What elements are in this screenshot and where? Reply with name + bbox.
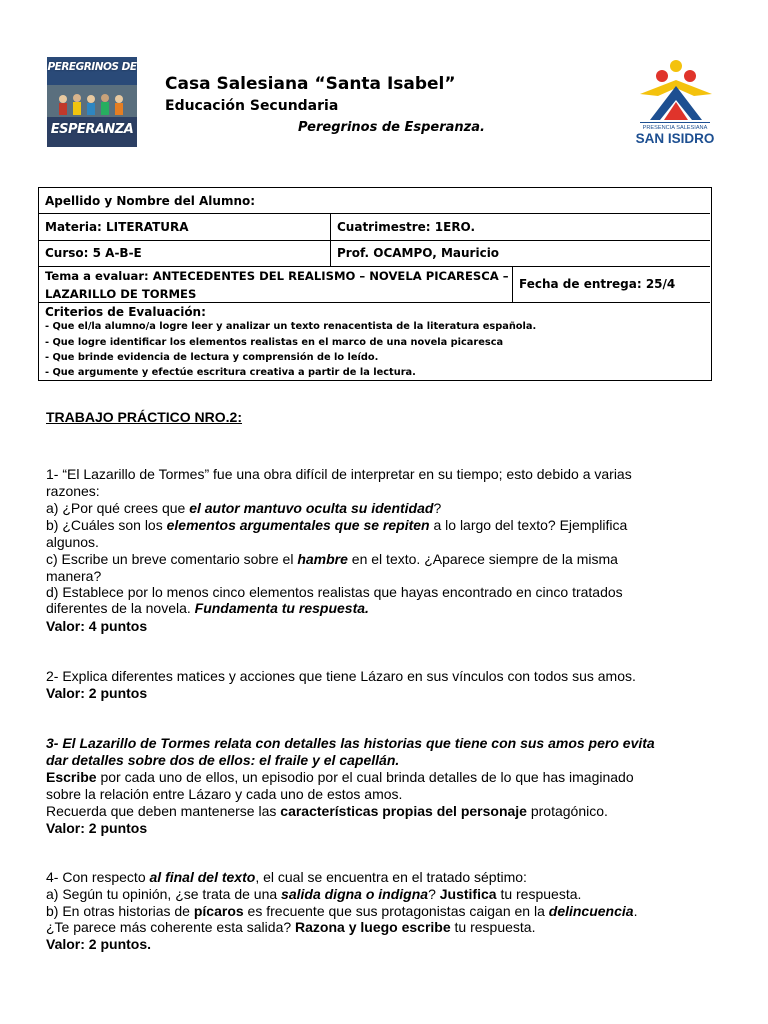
- q3-line-2: dar detalles sobre dos de ellos: el fraile y el capellán.: [46, 752, 400, 768]
- criteria-item: - Que argumente y efectúe escritura creativa a partir de la lectura.: [45, 367, 416, 378]
- q1-item-b: b) ¿Cuáles son los elementos argumentales que se repiten a lo largo del texto? Ejemplifica: [46, 517, 628, 533]
- term-field: Cuatrimestre: 1ERO.: [337, 220, 476, 234]
- q4-item-c: ¿Te parece más coherente esta salida? Razona y luego escribe tu respuesta.: [46, 919, 536, 935]
- q3-line-4: sobre la relación entre Lázaro y cada uno de estos amos.: [46, 786, 403, 802]
- q3-line-3: Escribe por cada uno de ellos, un episodio por el cual brinda detalles de lo que has imaginado: [46, 769, 634, 785]
- q3-line-5: Recuerda que deben mantenerse las características propias del personaje protagónico.: [46, 803, 608, 819]
- q4-line-1: 4- Con respecto al final del texto, el cual se encuentra en el tratado séptimo:: [46, 869, 527, 885]
- q1-intro-line-2: razones:: [46, 483, 100, 499]
- logo-text-top: PEREGRINOS DE: [47, 61, 137, 73]
- q3-line-1: 3- El Lazarillo de Tormes relata con detalles las historias que tiene con sus amos pero evita: [46, 735, 655, 751]
- motto: Peregrinos de Esperanza.: [298, 120, 485, 135]
- q1-value: Valor: 4 puntos: [46, 618, 148, 634]
- q2-text: 2- Explica diferentes matices y acciones que tiene Lázaro en sus vínculos con todos sus amos.: [46, 668, 636, 684]
- san-isidro-logo: [636, 58, 714, 150]
- course-field: Curso: 5 A-B-E: [45, 246, 142, 260]
- logo-small-text: PRESENCIA SALESIANA: [642, 125, 708, 131]
- teacher-field: Prof. OCAMPO, Mauricio: [337, 246, 500, 260]
- logo-name-text: SAN ISIDRO: [636, 131, 714, 146]
- table-divider: [512, 266, 513, 302]
- assignment-title: TRABAJO PRÁCTICO NRO.2:: [46, 409, 243, 425]
- criteria-title: Criterios de Evaluación:: [45, 305, 206, 319]
- education-level: Educación Secundaria: [165, 98, 339, 114]
- q1-intro-line-1: 1- “El Lazarillo de Tormes” fue una obra difícil de interpretar en su tiempo; esto debido a varias: [46, 466, 632, 482]
- q1-item-a: a) ¿Por qué crees que el autor mantuvo oculta su identidad?: [46, 500, 442, 516]
- table-divider: [39, 213, 710, 214]
- pilgrims-illustration: [55, 91, 129, 115]
- q4-value: Valor: 2 puntos.: [46, 936, 152, 952]
- table-divider: [39, 302, 710, 303]
- q2-value: Valor: 2 puntos: [46, 685, 148, 701]
- criteria-item: - Que brinde evidencia de lectura y comprensión de lo leído.: [45, 352, 379, 363]
- student-name-label: Apellido y Nombre del Alumno:: [45, 194, 256, 208]
- table-divider: [330, 213, 331, 266]
- q3-value: Valor: 2 puntos: [46, 820, 148, 836]
- q4-item-a: a) Según tu opinión, ¿se trata de una salida digna o indigna? Justifica tu respuesta.: [46, 886, 582, 902]
- q1-item-b-cont: algunos.: [46, 534, 99, 550]
- topic-line-1: Tema a evaluar: ANTECEDENTES DEL REALISMO – NOVELA PICARESCA –: [45, 269, 509, 283]
- q1-item-c-cont: manera?: [46, 568, 102, 584]
- q4-item-b: b) En otras historias de pícaros es frecuente que sus protagonistas caigan en la delincuencia.: [46, 903, 638, 919]
- topic-line-2: LAZARILLO DE TORMES: [45, 287, 197, 301]
- q1-item-d-cont: diferentes de la novela. Fundamenta tu respuesta.: [46, 600, 369, 616]
- due-date-field: Fecha de entrega: 25/4: [519, 277, 676, 291]
- criteria-item: - Que el/la alumno/a logre leer y analizar un texto renacentista de la literatura española.: [45, 321, 537, 332]
- q1-item-d: d) Establece por lo menos cinco elementos realistas que hayas encontrado en cinco tratados: [46, 584, 623, 600]
- logo-text-bottom: ESPERANZA: [50, 122, 134, 137]
- q1-item-c: c) Escribe un breve comentario sobre el hambre en el texto. ¿Aparece siempre de la misma: [46, 551, 618, 567]
- criteria-item: - Que logre identificar los elementos realistas en el marco de una novela picaresca: [45, 337, 504, 348]
- school-name: Casa Salesiana “Santa Isabel”: [165, 74, 456, 94]
- subject-field: Materia: LITERATURA: [45, 220, 189, 234]
- school-logo-peregrinos: [47, 57, 137, 147]
- salesian-emblem-icon: [636, 58, 714, 150]
- table-divider: [39, 266, 710, 267]
- table-divider: [39, 240, 710, 241]
- student-info-table: [38, 187, 712, 381]
